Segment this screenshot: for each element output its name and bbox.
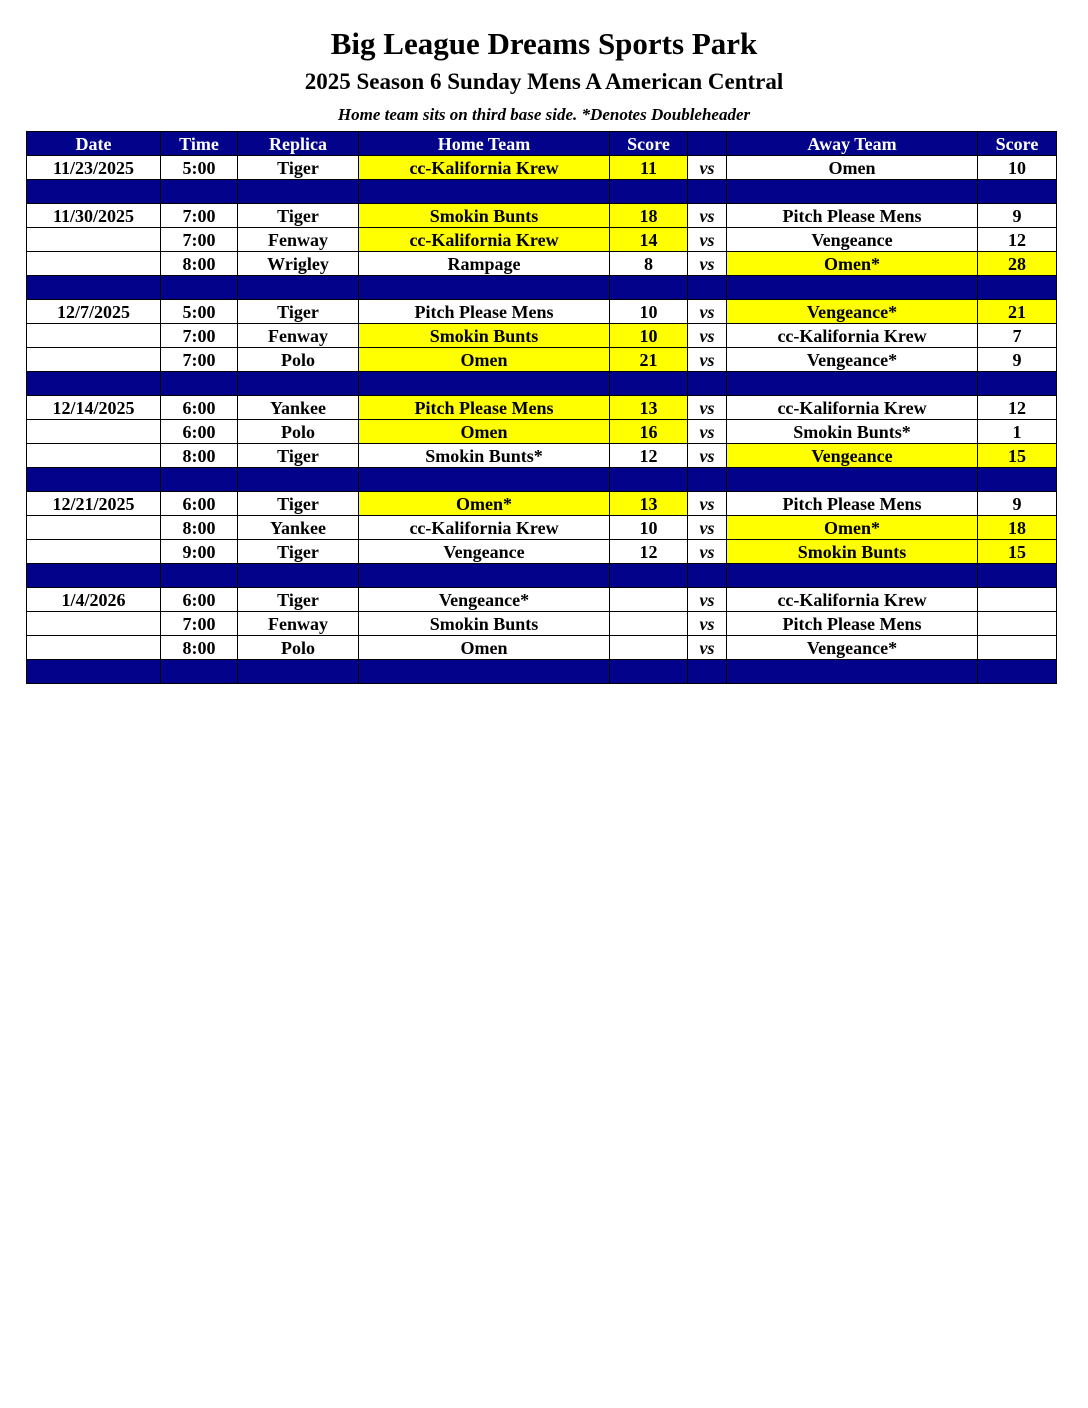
schedule-body [27,156,1057,684]
home-score-cell: 12 [610,540,688,564]
away-team-cell: Vengeance* [727,300,978,324]
table-row [27,348,1057,372]
vs-cell: vs [688,348,727,372]
time-cell: 7:00 [161,348,238,372]
col-header-away-team: Away Team [727,132,978,156]
home-team-cell: Vengeance* [359,588,610,612]
separator-cell [238,180,359,204]
table-row [27,156,1057,180]
away-score-cell [978,588,1057,612]
time-cell: 6:00 [161,420,238,444]
separator-cell [610,660,688,684]
away-team-cell: Pitch Please Mens [727,204,978,228]
page-title: Big League Dreams Sports Park [330,26,758,61]
away-team-cell: Vengeance* [727,636,978,660]
vs-cell: vs [688,420,727,444]
table-row [27,420,1057,444]
home-team-cell: cc-Kalifornia Krew [359,156,610,180]
replica-cell: Polo [238,636,359,660]
separator-cell [238,468,359,492]
separator-cell [161,180,238,204]
separator-cell [610,276,688,300]
home-team-cell: cc-Kalifornia Krew [359,228,610,252]
away-score-cell: 1 [978,420,1057,444]
away-team-cell: Pitch Please Mens [727,492,978,516]
separator-cell [688,180,727,204]
separator-cell [161,564,238,588]
home-score-cell: 11 [610,156,688,180]
vs-cell: vs [688,492,727,516]
separator-cell [727,372,978,396]
separator-cell [27,276,161,300]
home-score-cell: 12 [610,444,688,468]
home-score-cell: 13 [610,492,688,516]
home-team-cell: Smokin Bunts [359,324,610,348]
replica-cell: Tiger [238,540,359,564]
col-header-date: Date [27,132,161,156]
replica-cell: Tiger [238,156,359,180]
home-team-cell: Pitch Please Mens [359,300,610,324]
vs-cell: vs [688,444,727,468]
date-cell [27,612,161,636]
away-score-cell: 10 [978,156,1057,180]
col-header-home-score: Score [610,132,688,156]
separator-cell [238,660,359,684]
away-score-cell: 9 [978,492,1057,516]
vs-cell: vs [688,588,727,612]
separator-row [27,372,1057,396]
separator-cell [727,468,978,492]
away-score-cell [978,636,1057,660]
away-team-cell: Omen* [727,516,978,540]
replica-cell: Polo [238,420,359,444]
separator-row [27,564,1057,588]
date-cell [27,516,161,540]
separator-cell [727,564,978,588]
home-score-cell: 13 [610,396,688,420]
date-cell [27,324,161,348]
away-score-cell: 15 [978,444,1057,468]
replica-cell: Tiger [238,444,359,468]
separator-cell [688,372,727,396]
replica-cell: Yankee [238,396,359,420]
away-score-cell: 21 [978,300,1057,324]
home-score-cell: 8 [610,252,688,276]
separator-cell [161,276,238,300]
table-row [27,228,1057,252]
separator-cell [978,660,1057,684]
home-team-cell: Vengeance [359,540,610,564]
away-team-cell: Vengeance [727,228,978,252]
table-row [27,636,1057,660]
time-cell: 8:00 [161,252,238,276]
vs-cell: vs [688,540,727,564]
vs-cell: vs [688,516,727,540]
vs-cell: vs [688,156,727,180]
date-cell: 1/4/2026 [27,588,161,612]
table-header-row [27,132,1057,156]
vs-cell: vs [688,228,727,252]
table-row [27,588,1057,612]
col-header-time: Time [161,132,238,156]
vs-cell: vs [688,300,727,324]
time-cell: 7:00 [161,324,238,348]
away-score-cell: 9 [978,204,1057,228]
replica-cell: Fenway [238,324,359,348]
away-team-cell: cc-Kalifornia Krew [727,324,978,348]
vs-cell: vs [688,612,727,636]
table-row [27,444,1057,468]
separator-cell [27,564,161,588]
home-team-cell: cc-Kalifornia Krew [359,516,610,540]
away-score-cell: 12 [978,396,1057,420]
home-team-cell: Pitch Please Mens [359,396,610,420]
separator-row [27,180,1057,204]
home-score-cell: 21 [610,348,688,372]
separator-cell [727,180,978,204]
time-cell: 7:00 [161,204,238,228]
home-score-cell [610,588,688,612]
away-team-cell: cc-Kalifornia Krew [727,588,978,612]
separator-cell [27,660,161,684]
time-cell: 7:00 [161,612,238,636]
separator-cell [978,564,1057,588]
replica-cell: Tiger [238,492,359,516]
separator-cell [238,276,359,300]
separator-cell [27,468,161,492]
away-team-cell: Pitch Please Mens [727,612,978,636]
separator-cell [688,468,727,492]
away-score-cell: 28 [978,252,1057,276]
replica-cell: Fenway [238,612,359,636]
table-row [27,324,1057,348]
separator-cell [978,468,1057,492]
away-score-cell: 12 [978,228,1057,252]
separator-row [27,468,1057,492]
separator-cell [161,468,238,492]
vs-cell: vs [688,252,727,276]
home-score-cell: 10 [610,324,688,348]
date-cell [27,420,161,444]
separator-cell [359,372,610,396]
date-cell: 12/14/2025 [27,396,161,420]
date-cell [27,444,161,468]
away-team-cell: Omen* [727,252,978,276]
home-score-cell: 18 [610,204,688,228]
separator-cell [238,564,359,588]
away-team-cell: Omen [727,156,978,180]
replica-cell: Tiger [238,300,359,324]
away-team-cell: Vengeance* [727,348,978,372]
separator-cell [978,276,1057,300]
page-subtitle: 2025 Season 6 Sunday Mens A American Central [304,69,784,94]
separator-cell [161,372,238,396]
replica-cell: Fenway [238,228,359,252]
separator-cell [727,276,978,300]
separator-cell [238,372,359,396]
separator-cell [161,660,238,684]
away-score-cell: 18 [978,516,1057,540]
home-team-cell: Omen [359,636,610,660]
separator-cell [359,468,610,492]
away-team-cell: Smokin Bunts* [727,420,978,444]
col-header-vs [688,132,727,156]
away-score-cell: 15 [978,540,1057,564]
date-cell [27,540,161,564]
separator-cell [688,660,727,684]
away-team-cell: cc-Kalifornia Krew [727,396,978,420]
table-row [27,204,1057,228]
table-row [27,612,1057,636]
separator-cell [27,180,161,204]
vs-cell: vs [688,396,727,420]
separator-cell [610,372,688,396]
home-team-cell: Smokin Bunts* [359,444,610,468]
separator-cell [688,564,727,588]
away-score-cell [978,612,1057,636]
home-score-cell: 10 [610,300,688,324]
separator-row [27,276,1057,300]
time-cell: 6:00 [161,588,238,612]
home-score-cell: 16 [610,420,688,444]
home-team-cell: Omen [359,420,610,444]
separator-cell [610,468,688,492]
date-cell: 12/21/2025 [27,492,161,516]
table-row [27,396,1057,420]
date-cell: 12/7/2025 [27,300,161,324]
separator-cell [688,276,727,300]
table-row [27,252,1057,276]
home-score-cell: 10 [610,516,688,540]
replica-cell: Yankee [238,516,359,540]
table-row [27,540,1057,564]
table-row [27,492,1057,516]
col-header-away-score: Score [978,132,1057,156]
separator-cell [27,372,161,396]
time-cell: 9:00 [161,540,238,564]
col-header-replica: Replica [238,132,359,156]
date-cell [27,636,161,660]
home-score-cell [610,636,688,660]
date-cell [27,348,161,372]
time-cell: 8:00 [161,444,238,468]
date-cell [27,228,161,252]
away-team-cell: Vengeance [727,444,978,468]
separator-cell [359,180,610,204]
doubleheader-note: Home team sits on third base side. *Denotes Doubleheader [337,105,751,124]
replica-cell: Tiger [238,588,359,612]
away-team-cell: Smokin Bunts [727,540,978,564]
schedule-table [26,131,1057,684]
home-team-cell: Omen* [359,492,610,516]
date-cell [27,252,161,276]
replica-cell: Wrigley [238,252,359,276]
time-cell: 8:00 [161,636,238,660]
away-score-cell: 7 [978,324,1057,348]
time-cell: 7:00 [161,228,238,252]
separator-cell [610,564,688,588]
away-score-cell: 9 [978,348,1057,372]
home-score-cell: 14 [610,228,688,252]
table-row [27,516,1057,540]
home-team-cell: Smokin Bunts [359,612,610,636]
time-cell: 5:00 [161,156,238,180]
separator-cell [359,564,610,588]
vs-cell: vs [688,636,727,660]
date-cell: 11/23/2025 [27,156,161,180]
time-cell: 8:00 [161,516,238,540]
col-header-home-team: Home Team [359,132,610,156]
vs-cell: vs [688,324,727,348]
separator-cell [610,180,688,204]
home-team-cell: Rampage [359,252,610,276]
separator-cell [978,372,1057,396]
time-cell: 6:00 [161,396,238,420]
home-team-cell: Omen [359,348,610,372]
table-row [27,300,1057,324]
home-team-cell: Smokin Bunts [359,204,610,228]
separator-cell [727,660,978,684]
vs-cell: vs [688,204,727,228]
separator-row [27,660,1057,684]
separator-cell [359,660,610,684]
replica-cell: Polo [238,348,359,372]
home-score-cell [610,612,688,636]
time-cell: 5:00 [161,300,238,324]
separator-cell [359,276,610,300]
separator-cell [978,180,1057,204]
date-cell: 11/30/2025 [27,204,161,228]
time-cell: 6:00 [161,492,238,516]
replica-cell: Tiger [238,204,359,228]
